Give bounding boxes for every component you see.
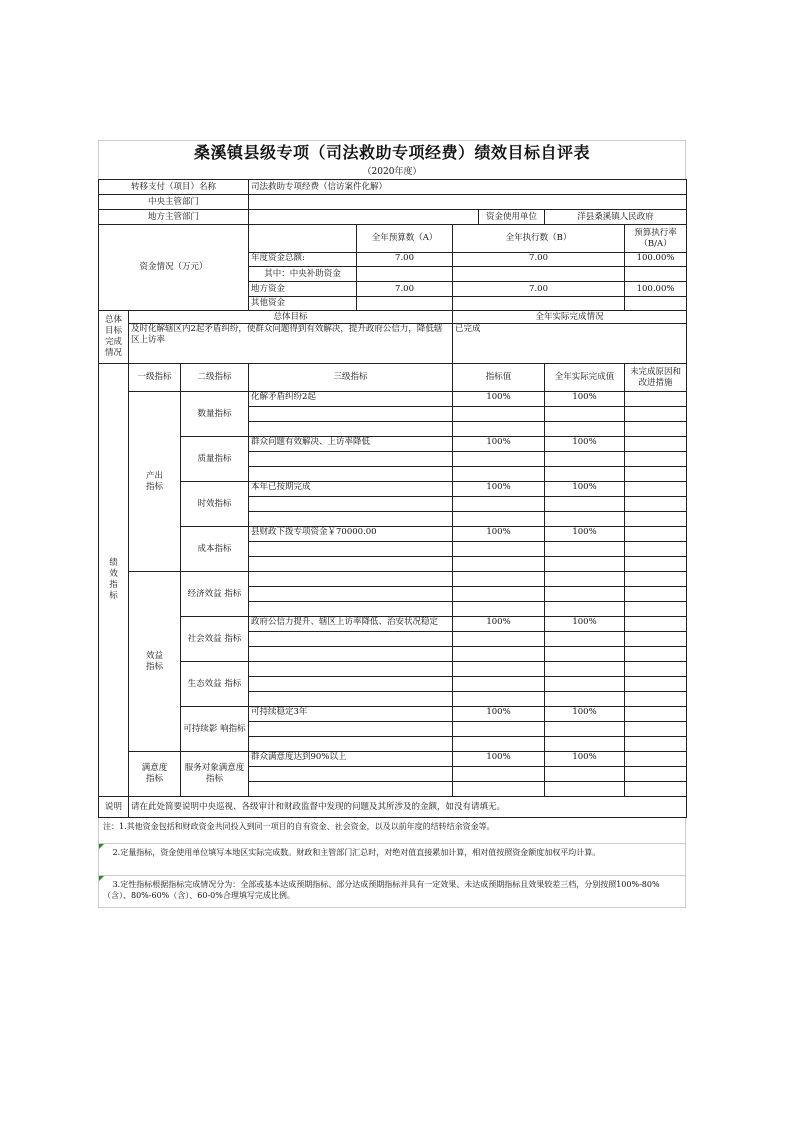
level3-indicator: [249, 467, 453, 482]
level3-indicator: [249, 572, 453, 587]
goal-label: 总体 目标 完成 情况: [99, 311, 129, 364]
indicator-actual: 100%: [545, 437, 625, 452]
level1-indicator: 产出 指标: [129, 392, 181, 572]
indicator-value: [453, 557, 545, 572]
level3-indicator: [249, 542, 453, 557]
goal-col-header: 总体目标: [129, 311, 453, 324]
col-actual-header: 全年实际完成值: [545, 364, 625, 392]
indicator-actual: [545, 497, 625, 512]
indicator-actual: [545, 632, 625, 647]
indicator-actual: [545, 422, 625, 437]
table-row: [99, 662, 687, 677]
indicator-value: [453, 662, 545, 677]
indicator-actual: [545, 407, 625, 422]
level2-indicator: 可持续影 响指标: [181, 707, 249, 752]
indicator-value: [453, 452, 545, 467]
indicator-value: [453, 512, 545, 527]
indicator-reason: [625, 752, 687, 767]
funds-row-budget: [357, 267, 453, 282]
explain-label: 说明: [99, 797, 129, 818]
indicator-value: [453, 647, 545, 662]
indicator-actual: 100%: [545, 392, 625, 407]
col-level2-header: 二级指标: [181, 364, 249, 392]
table-row: [99, 572, 687, 587]
indicator-value: [453, 497, 545, 512]
indicator-actual: [545, 587, 625, 602]
indicator-actual: [545, 467, 625, 482]
explain-text: 请在此处简要说明中央巡视、各级审计和财政监督中发现的问题及其所涉及的金额，如没有请填无。: [129, 797, 687, 818]
indicator-value: [453, 737, 545, 752]
table-row: [99, 752, 687, 767]
indicator-reason: [625, 512, 687, 527]
level2-indicator: 经济效益 指标: [181, 572, 249, 617]
indicator-value: [453, 407, 545, 422]
table-row: [99, 482, 687, 497]
indicator-reason: [625, 782, 687, 797]
funds-row-label: 其中：中央补助资金: [249, 267, 357, 282]
funds-row-rate: [625, 297, 687, 311]
level3-indicator: [249, 587, 453, 602]
indicator-reason: [625, 557, 687, 572]
indicator-reason: [625, 737, 687, 752]
indicator-value: [453, 692, 545, 707]
local-dept-label: 地方主管部门: [99, 210, 249, 225]
funds-row-exec: 7.00: [453, 253, 625, 267]
indicator-actual: [545, 782, 625, 797]
indicator-value: [453, 782, 545, 797]
indicator-actual: [545, 512, 625, 527]
col-value-header: 指标值: [453, 364, 545, 392]
indicator-value: [453, 572, 545, 587]
funds-row-rate: [625, 267, 687, 282]
indicator-reason: [625, 677, 687, 692]
level3-indicator: [249, 782, 453, 797]
indicator-actual: 100%: [545, 707, 625, 722]
table-row: [99, 437, 687, 452]
funds-row-budget: 7.00: [357, 253, 453, 267]
indicator-value: [453, 542, 545, 557]
indicator-reason: [625, 467, 687, 482]
level3-indicator: 群众问题有效解决、上访率降低: [249, 437, 453, 452]
indicator-reason: [625, 767, 687, 782]
indicator-reason: [625, 482, 687, 497]
indicator-reason: [625, 662, 687, 677]
performance-label: 绩 效 指 标: [99, 364, 129, 797]
indicator-reason: [625, 647, 687, 662]
level3-indicator: 本年已按期完成: [249, 482, 453, 497]
page-title: 桑溪镇县级专项（司法救助专项经费）绩效目标自评表: [98, 140, 686, 165]
level2-indicator: 数量指标: [181, 392, 249, 437]
indicator-actual: [545, 677, 625, 692]
funds-row-exec: [453, 297, 625, 311]
fund-unit-label: 资金使用单位: [479, 210, 545, 225]
col-reason-header: 未完成原因和改进措施: [625, 364, 687, 392]
funds-row-rate: 100.00%: [625, 282, 687, 297]
level2-indicator: 时效指标: [181, 482, 249, 527]
level3-indicator: 县财政下拨专项资金￥70000.00: [249, 527, 453, 542]
evaluation-sheet: [98, 140, 686, 908]
indicator-actual: [545, 737, 625, 752]
level3-indicator: [249, 407, 453, 422]
level3-indicator: [249, 557, 453, 572]
indicator-value: [453, 767, 545, 782]
indicator-value: [453, 422, 545, 437]
indicator-actual: [545, 692, 625, 707]
level3-indicator: [249, 647, 453, 662]
indicator-reason: [625, 422, 687, 437]
level3-indicator: 可持续稳定3年: [249, 707, 453, 722]
funds-row-exec: [453, 267, 625, 282]
indicator-actual: 100%: [545, 482, 625, 497]
indicator-reason: [625, 452, 687, 467]
indicator-value: [453, 677, 545, 692]
level3-indicator: [249, 512, 453, 527]
indicator-reason: [625, 617, 687, 632]
level3-indicator: [249, 602, 453, 617]
indicator-reason: [625, 407, 687, 422]
indicator-actual: [545, 557, 625, 572]
indicator-reason: [625, 587, 687, 602]
level2-indicator: 服务对象满意度指标: [181, 752, 249, 797]
level2-indicator: 成本指标: [181, 527, 249, 572]
indicator-value: 100%: [453, 617, 545, 632]
level3-indicator: [249, 422, 453, 437]
indicator-value: [453, 632, 545, 647]
indicator-actual: 100%: [545, 617, 625, 632]
indicator-value: 100%: [453, 392, 545, 407]
col-level1-header: 一级指标: [129, 364, 181, 392]
level3-indicator: [249, 452, 453, 467]
indicator-actual: [545, 602, 625, 617]
funds-col-exec: 全年执行数（B）: [453, 225, 625, 253]
level3-indicator: [249, 662, 453, 677]
funds-row-label: 年度资金总额:: [249, 253, 357, 267]
col-level3-header: 三级指标: [249, 364, 453, 392]
indicator-reason: [625, 707, 687, 722]
goal-actual-text: 已完成: [453, 324, 687, 364]
indicator-value: 100%: [453, 527, 545, 542]
notes-section: [98, 818, 686, 908]
indicator-actual: 100%: [545, 752, 625, 767]
level2-indicator: 生态效益 指标: [181, 662, 249, 707]
indicator-actual: [545, 722, 625, 737]
indicator-actual: [545, 767, 625, 782]
indicator-reason: [625, 392, 687, 407]
funds-row-exec: 7.00: [453, 282, 625, 297]
indicator-reason: [625, 542, 687, 557]
note-item: 注：1.其他资金包括和财政资金共同投入到同一项目的自有资金、社会资金，以及以前年度的结转结余资金等。: [98, 818, 686, 844]
indicator-value: [453, 587, 545, 602]
indicator-reason: [625, 527, 687, 542]
indicator-reason: [625, 437, 687, 452]
indicator-reason: [625, 497, 687, 512]
funds-row-budget: [357, 297, 453, 311]
level3-indicator: [249, 632, 453, 647]
indicator-value: 100%: [453, 437, 545, 452]
indicator-value: [453, 722, 545, 737]
indicator-value: 100%: [453, 752, 545, 767]
level1-indicator: 满意度 指标: [129, 752, 181, 797]
project-name-value: 司法救助专项经费（信访案件化解）: [249, 180, 687, 195]
funds-col-budget: 全年预算数（A）: [357, 225, 453, 253]
note-item: 3.定性指标根据指标完成情况分为：全部或基本达成预期指标、部分达成预期指标并具有一定效果、未达成预期指标且效果较差三档，分别按照100%-80%（含）、80%-60%（含）、60-0%合理填写完成比例。: [98, 876, 686, 908]
level3-indicator: [249, 692, 453, 707]
table-row: [99, 527, 687, 542]
table-row: [99, 392, 687, 407]
funds-row-rate: 100.00%: [625, 253, 687, 267]
funds-row-label: 其他资金: [249, 297, 357, 311]
indicator-value: [453, 467, 545, 482]
indicator-value: 100%: [453, 482, 545, 497]
indicator-reason: [625, 692, 687, 707]
level2-indicator: 社会效益 指标: [181, 617, 249, 662]
funds-row-label: 地方资金: [249, 282, 357, 297]
project-name-label: 转移支付（项目）名称: [99, 180, 249, 195]
level1-indicator: 效益 指标: [129, 572, 181, 752]
indicator-value: [453, 602, 545, 617]
level3-indicator: [249, 722, 453, 737]
funds-label: 资金情况（万元）: [99, 225, 249, 311]
indicator-value: 100%: [453, 707, 545, 722]
level3-indicator: [249, 767, 453, 782]
funds-row-budget: 7.00: [357, 282, 453, 297]
level2-indicator: 质量指标: [181, 437, 249, 482]
level3-indicator: [249, 677, 453, 692]
funds-col-rate: 预算执行率（B/A）: [625, 225, 687, 253]
indicator-reason: [625, 632, 687, 647]
level3-indicator: [249, 737, 453, 752]
indicator-actual: [545, 542, 625, 557]
local-dept-value: [249, 210, 479, 225]
note-item: 2.定量指标，资金使用单位填写本地区实际完成数。财政和主管部门汇总时，对绝对值直接累加计算，相对值按照资金额度加权平均计算。: [98, 844, 686, 876]
level3-indicator: 群众满意度达到90%以上: [249, 752, 453, 767]
indicator-actual: 100%: [545, 527, 625, 542]
indicator-reason: [625, 602, 687, 617]
performance-section: [99, 364, 687, 797]
indicator-actual: [545, 662, 625, 677]
table-row: [99, 707, 687, 722]
central-dept-value: [249, 195, 687, 210]
actual-col-header: 全年实际完成情况: [453, 311, 687, 324]
indicator-actual: [545, 452, 625, 467]
indicator-reason: [625, 572, 687, 587]
goal-text: 及时化解辖区内2起矛盾纠纷，使群众问题得到有效解决，提升政府公信力，降低辖区上访率: [129, 324, 453, 364]
fund-unit-value: 洋县桑溪镇人民政府: [545, 210, 687, 225]
indicator-actual: [545, 572, 625, 587]
indicator-actual: [545, 647, 625, 662]
level3-indicator: [249, 497, 453, 512]
level3-indicator: 政府公信力提升、辖区上访率降低、治安状况稳定: [249, 617, 453, 632]
year-label: （2020年度）: [98, 165, 686, 179]
central-dept-label: 中央主管部门: [99, 195, 249, 210]
funds-header-blank: [249, 225, 357, 253]
table-row: [99, 617, 687, 632]
level3-indicator: 化解矛盾纠纷2起: [249, 392, 453, 407]
indicator-reason: [625, 722, 687, 737]
evaluation-table: [98, 179, 687, 818]
